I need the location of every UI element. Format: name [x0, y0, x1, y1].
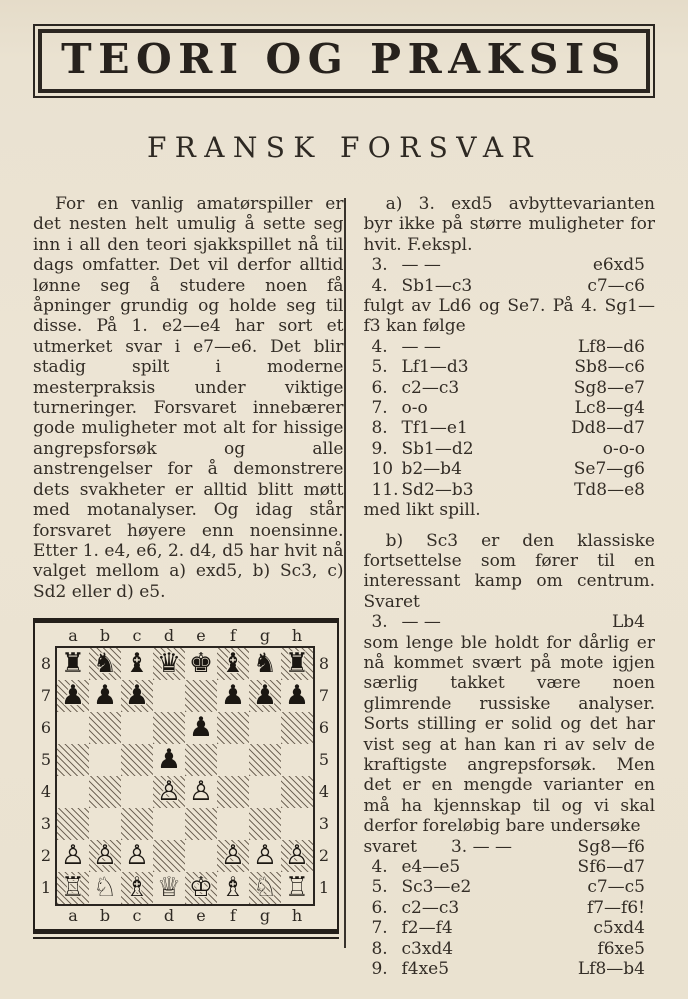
chess-board — [57, 648, 313, 904]
square-d2 — [153, 840, 185, 872]
file-label-e: e — [196, 626, 206, 646]
square-a8 — [57, 648, 89, 680]
square-h2 — [281, 840, 313, 872]
move-number: 4. — [371, 336, 388, 357]
piece-bp-a7: ♟ — [60, 680, 86, 712]
square-e8 — [185, 648, 217, 680]
file-label-f: f — [230, 626, 236, 646]
header-rule-box-inner — [38, 29, 650, 93]
rank-label-7: 7 — [40, 686, 52, 706]
file-label-b: b — [99, 626, 111, 646]
square-d8 — [153, 648, 185, 680]
board-rank-labels-left — [35, 648, 57, 904]
board-file-labels-bottom — [57, 904, 315, 928]
file-label-b: b — [99, 906, 111, 926]
move-number: 7. — [371, 398, 388, 419]
move-row — [363, 898, 655, 918]
rank-label-3: 3 — [40, 814, 52, 834]
rank-label-5: 5 — [40, 750, 52, 770]
piece-bp-b7: ♟ — [92, 680, 118, 712]
file-label-d: d — [163, 906, 175, 926]
square-g7 — [249, 680, 281, 712]
variation-b-moves-1 — [363, 612, 655, 632]
square-h5 — [281, 744, 313, 776]
square-b1 — [89, 872, 121, 904]
square-e2 — [185, 840, 217, 872]
piece-wp-b2: ♙ — [92, 840, 118, 872]
file-label-a: a — [68, 906, 78, 926]
square-g8 — [249, 648, 281, 680]
move-row — [363, 612, 655, 632]
move-row — [363, 276, 655, 296]
white-move: — — — [401, 255, 441, 276]
piece-wp-g2: ♙ — [252, 840, 278, 872]
rank-label-2: 2 — [318, 846, 330, 866]
square-g5 — [249, 744, 281, 776]
white-move: o-o — [401, 398, 428, 419]
inline-move-number-white — [451, 837, 512, 857]
square-c3 — [121, 808, 153, 840]
square-h6 — [281, 712, 313, 744]
square-a2 — [57, 840, 89, 872]
square-e1 — [185, 872, 217, 904]
move-number: 4. — [371, 275, 388, 296]
column-divider-rule — [344, 198, 346, 948]
piece-bk-e8: ♚ — [188, 648, 214, 680]
move-row — [363, 357, 655, 377]
piece-wr-h1: ♖ — [284, 872, 310, 904]
square-g6 — [249, 712, 281, 744]
square-a5 — [57, 744, 89, 776]
move-row — [363, 439, 655, 459]
square-c4 — [121, 776, 153, 808]
black-move: Td8—e8 — [574, 479, 645, 500]
move-number: 4. — [371, 857, 388, 877]
rank-label-4: 4 — [40, 782, 52, 802]
variation-a-note: fulgt av Ld6 og Se7. På 4. Sg1—f3 kan følge — [363, 296, 655, 337]
white-move: e4—e5 — [401, 857, 461, 877]
piece-wp-e4: ♙ — [188, 776, 214, 808]
square-h8 — [281, 648, 313, 680]
move-row — [363, 398, 655, 418]
black-move: Lc8—g4 — [574, 398, 645, 419]
square-g1 — [249, 872, 281, 904]
diagram-bottom-rule — [33, 937, 339, 939]
square-e5 — [185, 744, 217, 776]
piece-br-h8: ♜ — [284, 648, 310, 680]
piece-wp-h2: ♙ — [284, 840, 310, 872]
piece-bb-c8: ♝ — [124, 648, 150, 680]
square-g4 — [249, 776, 281, 808]
variation-a-moves-2 — [363, 337, 655, 500]
inline-move-black: Sg8—f6 — [577, 836, 645, 857]
square-b4 — [89, 776, 121, 808]
section-gap — [363, 521, 655, 531]
board-file-labels-top — [57, 624, 315, 648]
piece-wb-c1: ♗ — [124, 872, 150, 904]
variation-b-moves-2 — [363, 857, 655, 979]
piece-wr-a1: ♖ — [60, 872, 86, 904]
piece-br-a8: ♜ — [60, 648, 86, 680]
piece-wp-a2: ♙ — [60, 840, 86, 872]
white-move: Sd2—b3 — [401, 479, 474, 500]
square-h1 — [281, 872, 313, 904]
piece-wn-b1: ♘ — [92, 872, 118, 904]
file-label-c: c — [132, 626, 142, 646]
square-a6 — [57, 712, 89, 744]
black-move: Sf6—d7 — [577, 857, 645, 877]
right-column — [363, 194, 655, 979]
board-rank-labels-right — [313, 648, 335, 904]
move-number: 11. — [371, 479, 399, 500]
file-label-h: h — [291, 626, 303, 646]
piece-bn-g8: ♞ — [252, 648, 278, 680]
move-number: 6. — [371, 897, 388, 918]
rank-label-5: 5 — [318, 750, 330, 770]
piece-bb-f8: ♝ — [220, 648, 246, 680]
black-move: Se7—g6 — [573, 459, 645, 480]
square-d6 — [153, 712, 185, 744]
move-number: 9. — [371, 438, 388, 459]
move-number: 8. — [371, 938, 388, 959]
piece-bp-c7: ♟ — [124, 680, 150, 712]
piece-bp-h7: ♟ — [284, 680, 310, 712]
black-move: c7—c6 — [587, 275, 645, 296]
piece-wp-f2: ♙ — [220, 840, 246, 872]
chess-diagram — [33, 618, 339, 934]
white-move: f2—f4 — [401, 918, 453, 939]
piece-wq-d1: ♕ — [156, 872, 182, 904]
square-g2 — [249, 840, 281, 872]
move-number: 5. — [371, 357, 388, 378]
move-row — [363, 877, 655, 897]
move-row — [363, 459, 655, 479]
move-row — [363, 378, 655, 398]
piece-bq-d8: ♛ — [156, 648, 182, 680]
rank-label-8: 8 — [40, 654, 52, 674]
page-header-title: TEORI OG PRAKSIS — [61, 35, 627, 83]
square-f3 — [217, 808, 249, 840]
move-row — [363, 480, 655, 500]
move-number: 7. — [371, 918, 388, 939]
piece-bp-g7: ♟ — [252, 680, 278, 712]
file-label-e: e — [196, 906, 206, 926]
white-move: — — — [401, 336, 441, 357]
white-move: Tf1—e1 — [401, 418, 468, 439]
article-title: FRANSK FORSVAR — [146, 131, 542, 164]
white-move: b2—b4 — [401, 459, 462, 480]
square-f7 — [217, 680, 249, 712]
square-b8 — [89, 648, 121, 680]
black-move: c7—c5 — [587, 877, 645, 898]
square-d7 — [153, 680, 185, 712]
move-row — [363, 337, 655, 357]
black-move: Lf8—d6 — [577, 336, 645, 357]
black-move: c5xd4 — [593, 918, 645, 939]
white-move: Sb1—d2 — [401, 438, 474, 459]
square-c5 — [121, 744, 153, 776]
white-move: f4xe5 — [401, 959, 450, 980]
rank-label-2: 2 — [40, 846, 52, 866]
rank-label-7: 7 — [318, 686, 330, 706]
move-row — [363, 857, 655, 877]
rank-label-1: 1 — [40, 878, 52, 898]
white-move: — — — [401, 612, 441, 633]
move-row — [363, 255, 655, 275]
square-f1 — [217, 872, 249, 904]
white-move: c2—c3 — [401, 897, 460, 918]
piece-wp-c2: ♙ — [124, 840, 150, 872]
square-d5 — [153, 744, 185, 776]
black-move: Dd8—d7 — [570, 418, 645, 439]
inline-move-number: 3. — [450, 836, 468, 857]
piece-wb-f1: ♗ — [220, 872, 246, 904]
rank-label-4: 4 — [318, 782, 330, 802]
piece-wp-d4: ♙ — [156, 776, 182, 808]
black-move: e6xd5 — [592, 255, 645, 276]
board-middle — [35, 648, 337, 904]
black-move: Lb4 — [612, 612, 645, 633]
square-f8 — [217, 648, 249, 680]
square-f5 — [217, 744, 249, 776]
piece-wn-g1: ♘ — [252, 872, 278, 904]
black-move: o-o-o — [602, 438, 645, 459]
inline-move-white: — — — [472, 836, 513, 857]
variation-b-inline-move — [363, 837, 655, 857]
move-row — [363, 939, 655, 959]
variation-a-intro: a) 3. exd5 avbyttevarianten byr ikke på større muligheter for hvit. F.ekspl. — [363, 194, 655, 255]
move-number: 3. — [371, 612, 388, 633]
black-move: Lf8—b4 — [577, 959, 645, 980]
white-move: c3xd4 — [401, 938, 454, 959]
move-number: 3. — [371, 255, 388, 276]
square-g3 — [249, 808, 281, 840]
piece-wk-e1: ♔ — [188, 872, 214, 904]
square-f6 — [217, 712, 249, 744]
square-h3 — [281, 808, 313, 840]
square-c6 — [121, 712, 153, 744]
square-a4 — [57, 776, 89, 808]
variation-a-outro: med likt spill. — [363, 500, 481, 521]
move-number: 9. — [371, 959, 388, 980]
square-d3 — [153, 808, 185, 840]
move-number: 6. — [371, 377, 388, 398]
move-number: 10 — [371, 459, 394, 480]
square-a1 — [57, 872, 89, 904]
inline-move-lead: svaret — [363, 836, 417, 857]
variation-a-moves-1 — [363, 255, 655, 296]
square-e4 — [185, 776, 217, 808]
square-e3 — [185, 808, 217, 840]
square-a7 — [57, 680, 89, 712]
piece-bp-f7: ♟ — [220, 680, 246, 712]
square-b2 — [89, 840, 121, 872]
square-c2 — [121, 840, 153, 872]
file-label-f: f — [230, 906, 236, 926]
piece-bp-d5: ♟ — [156, 744, 182, 776]
move-number: 5. — [371, 877, 388, 898]
white-move: Lf1—d3 — [401, 357, 469, 378]
black-move: f6xe5 — [597, 938, 645, 959]
file-label-h: h — [291, 906, 303, 926]
rank-label-6: 6 — [40, 718, 52, 738]
move-row — [363, 418, 655, 438]
black-move: Sg8—e7 — [573, 377, 645, 398]
file-label-c: c — [132, 906, 142, 926]
square-d4 — [153, 776, 185, 808]
variation-b-body: som lenge ble holdt for dårlig er nå kommet svært på mote igjen særlig takket være noen glimrende russiske analyser. Sorts stilling er solid og det har vist seg at han kan ri av selv de kraftigste angrepsforsøk. Men det er en mengde varianter en må ha kjennskap til og vi skal derfor foreløbig bare undersøke — [363, 632, 655, 837]
variation-b-intro: b) Sc3 er den klassiske fortsettelse som fører til en interessant kamp om centrum. Svaret — [363, 530, 655, 612]
piece-bn-b8: ♞ — [92, 648, 118, 680]
square-h4 — [281, 776, 313, 808]
square-f4 — [217, 776, 249, 808]
white-move: c2—c3 — [401, 377, 460, 398]
square-e6 — [185, 712, 217, 744]
file-label-a: a — [68, 626, 78, 646]
square-a3 — [57, 808, 89, 840]
square-f2 — [217, 840, 249, 872]
square-b7 — [89, 680, 121, 712]
file-label-g: g — [259, 906, 271, 926]
black-move: Sb8—c6 — [574, 357, 645, 378]
rank-label-8: 8 — [318, 654, 330, 674]
rank-label-1: 1 — [318, 878, 330, 898]
square-b3 — [89, 808, 121, 840]
square-e7 — [185, 680, 217, 712]
square-h7 — [281, 680, 313, 712]
square-c8 — [121, 648, 153, 680]
intro-paragraph: For en vanlig amatørspiller er det nesten helt umulig å sette seg inn i all den teori sjakkspillet nå til dags omfatter. Det vil derfor alltid lønne seg å studere noen få åpninger grundig og holde seg til disse. På 1. e2—e4 har sort et utmerket svar i e7—e6. Det blir stadig spilt i moderne mesterpraksis under viktige turneringer. Forsvaret innebærer gode muligheter mot alt for hissige angrepsforsøk og alle anstrengelser for å demonstrere dets svakheter er alltid blitt møtt med motanalyser. Og idag står forsvaret høyere enn noensinne. Etter 1. e4, e6, 2. d4, d5 har hvit nå valget mellom a) exd5, b) Sc3, c) Sd2 eller d) e5. — [33, 194, 344, 602]
black-move: f7—f6! — [586, 897, 645, 918]
file-label-g: g — [259, 626, 271, 646]
left-column — [33, 194, 343, 979]
move-number: 8. — [371, 418, 388, 439]
rank-label-6: 6 — [318, 718, 330, 738]
move-row — [363, 918, 655, 938]
white-move: Sb1—c3 — [401, 275, 473, 296]
square-c1 — [121, 872, 153, 904]
move-row — [363, 959, 655, 979]
square-c7 — [121, 680, 153, 712]
square-d1 — [153, 872, 185, 904]
rank-label-3: 3 — [318, 814, 330, 834]
square-b6 — [89, 712, 121, 744]
white-move: Sc3—e2 — [401, 877, 472, 898]
square-b5 — [89, 744, 121, 776]
header-rule-box — [33, 24, 655, 98]
piece-bp-e6: ♟ — [188, 712, 214, 744]
file-label-d: d — [163, 626, 175, 646]
